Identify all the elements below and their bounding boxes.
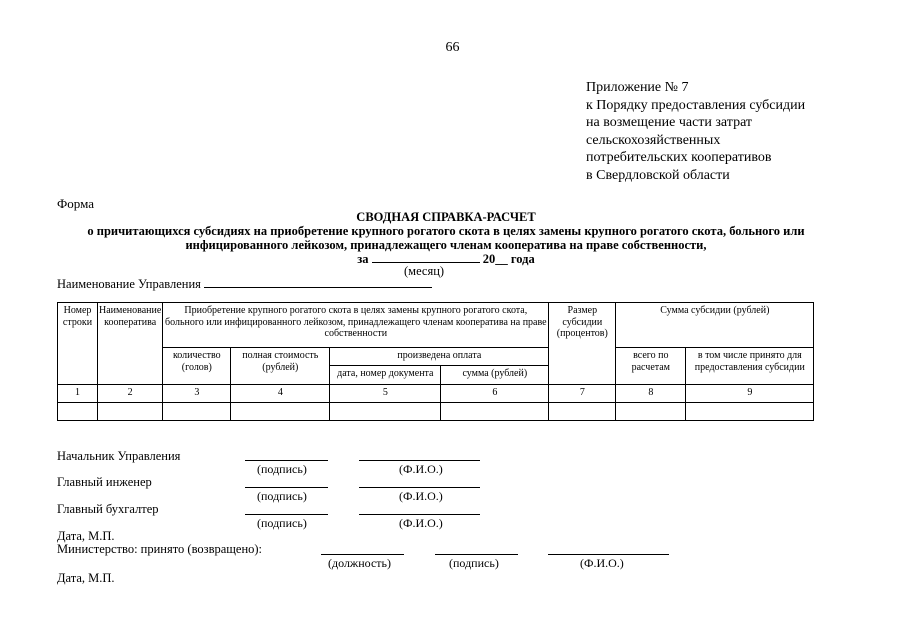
column-number: 9 xyxy=(686,385,814,403)
signature-caption: (подпись) xyxy=(449,556,499,570)
position-caption: (должность) xyxy=(328,556,391,570)
empty-cell xyxy=(441,403,549,421)
empty-cell xyxy=(231,403,330,421)
header-date-document: дата, номер документа xyxy=(330,366,441,385)
name-line xyxy=(359,460,480,461)
signature-caption: (подпись) xyxy=(257,489,307,503)
subsidy-table xyxy=(57,302,814,421)
header-full-cost: полная стоимость (рублей) xyxy=(231,348,330,385)
signature-caption: (подпись) xyxy=(257,462,307,476)
month-blank-line xyxy=(372,252,480,263)
appendix-line: сельскохозяйственных xyxy=(586,132,721,148)
empty-cell xyxy=(616,403,686,421)
appendix-block xyxy=(586,79,805,185)
title-period xyxy=(57,252,835,266)
column-number: 3 xyxy=(163,385,231,403)
period-prefix: за xyxy=(357,252,369,266)
name-line xyxy=(359,487,480,488)
header-quantity: количество (голов) xyxy=(163,348,231,385)
header-purchase: Приобретение крупного рогатого скота в целях замены крупного рогатого скота, больного или инфицированного лейкозом, принадлежащего членам кооператива на праве собственности xyxy=(163,303,549,348)
header-paid-sum: сумма (рублей) xyxy=(441,366,549,385)
header-accepted-for-subsidy: в том числе принято для предоставления субсидии xyxy=(686,348,814,385)
column-number: 7 xyxy=(549,385,616,403)
column-number: 2 xyxy=(98,385,163,403)
date-stamp-label: Дата, М.П. xyxy=(57,529,115,543)
header-row-number: Номер строки xyxy=(58,303,98,385)
column-number: 4 xyxy=(231,385,330,403)
appendix-line: Приложение № 7 xyxy=(586,80,689,95)
chief-accountant-label: Главный бухгалтер xyxy=(57,502,159,516)
document-title xyxy=(57,210,835,266)
header-payment-made: произведена оплата xyxy=(330,348,549,366)
column-number: 8 xyxy=(616,385,686,403)
signature-caption: (подпись) xyxy=(257,516,307,530)
header-subsidy-sum: Сумма субсидии (рублей) xyxy=(616,303,814,348)
empty-cell xyxy=(163,403,231,421)
name-caption: (Ф.И.О.) xyxy=(580,556,624,570)
title-subtitle-2: инфицированного лейкозом, принадлежащего членам кооператива на праве собственности, xyxy=(185,238,707,252)
name-caption: (Ф.И.О.) xyxy=(399,489,443,503)
period-suffix: 20__ года xyxy=(482,252,535,266)
empty-cell xyxy=(98,403,163,421)
management-blank-line xyxy=(204,277,432,288)
empty-cell xyxy=(549,403,616,421)
appendix-line: в Свердловской области xyxy=(586,167,730,183)
name-caption: (Ф.И.О.) xyxy=(399,462,443,476)
page-number: 66 xyxy=(445,40,460,55)
date-stamp-label: Дата, М.П. xyxy=(57,571,115,585)
appendix-line: к Порядку предоставления субсидии xyxy=(586,97,806,113)
position-line xyxy=(321,554,404,555)
signature-line xyxy=(245,487,328,488)
header-subsidy-rate: Размер субсидии (процентов) xyxy=(549,303,616,385)
empty-cell xyxy=(330,403,441,421)
signature-line xyxy=(245,514,328,515)
ministry-label: Министерство: принято (возвращено): xyxy=(57,542,263,556)
chief-engineer-label: Главный инженер xyxy=(57,475,152,489)
month-caption: (месяц) xyxy=(404,264,445,278)
table-row xyxy=(58,403,814,421)
column-number: 5 xyxy=(330,385,441,403)
head-of-management-label: Начальник Управления xyxy=(57,449,181,463)
name-caption: (Ф.И.О.) xyxy=(399,516,443,530)
title-subtitle-1: о причитающихся субсидиях на приобретение крупного рогатого скота в целях замены крупного рогатого скота, больного или xyxy=(87,224,805,238)
signature-line xyxy=(435,554,518,555)
management-label: Наименование Управления xyxy=(57,277,201,291)
signature-line xyxy=(245,460,328,461)
appendix-line: потребительских кооперативов xyxy=(586,150,772,166)
column-number: 6 xyxy=(441,385,549,403)
empty-cell xyxy=(58,403,98,421)
column-number: 1 xyxy=(58,385,98,403)
empty-cell xyxy=(686,403,814,421)
appendix-line: на возмещение части затрат xyxy=(586,115,753,131)
form-label: Форма xyxy=(57,196,94,211)
name-line xyxy=(548,554,669,555)
management-row xyxy=(57,277,432,292)
header-cooperative-name: Наименование кооператива xyxy=(98,303,163,385)
name-line xyxy=(359,514,480,515)
header-total-by-calculations: всего по расчетам xyxy=(616,348,686,385)
title-main: СВОДНАЯ СПРАВКА-РАСЧЕТ xyxy=(356,210,536,224)
